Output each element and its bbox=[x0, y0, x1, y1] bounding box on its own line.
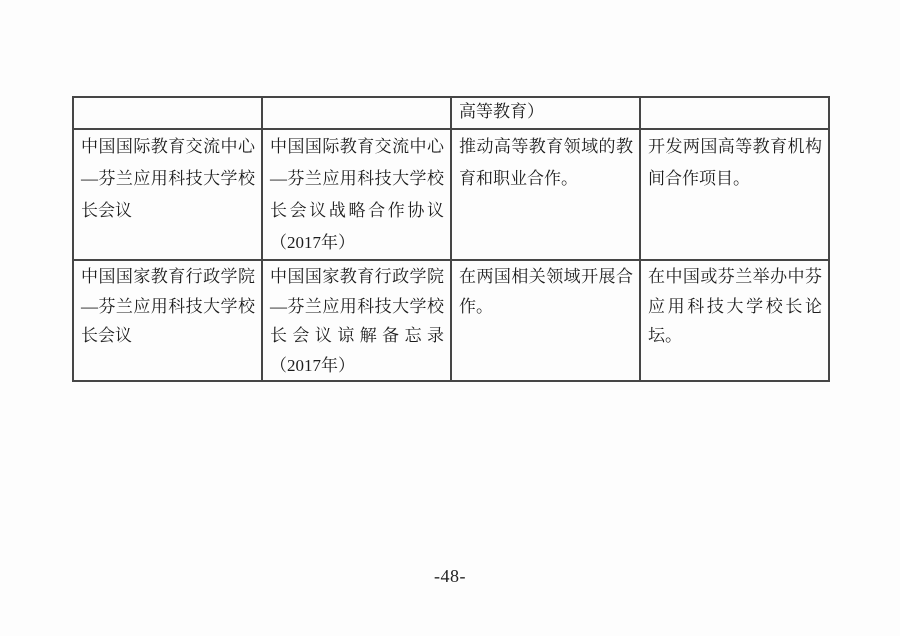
table-cell bbox=[262, 97, 451, 129]
table-cell bbox=[451, 260, 640, 381]
table-cell bbox=[451, 97, 640, 129]
cell-line: 长会议 bbox=[81, 326, 132, 345]
cell-line: 应用科技大学校长论 bbox=[648, 296, 822, 316]
cell-line: 间合作项目。 bbox=[648, 169, 750, 188]
cell-line: 长会议战略合作协议 bbox=[270, 201, 444, 220]
cell-line: 坛。 bbox=[648, 326, 682, 345]
cell-line: 育和职业合作。 bbox=[459, 169, 578, 188]
cell-line: 中国国际教育交流中心 bbox=[81, 137, 255, 156]
cell-line: 中国国家教育行政学院 bbox=[270, 267, 444, 286]
cell-line: —芬兰应用科技大学校 bbox=[81, 169, 255, 188]
cell-line: 长会议谅解备忘录 bbox=[270, 326, 444, 345]
table-cell bbox=[640, 260, 829, 381]
cell-line: 在中国或芬兰举办中芬 bbox=[648, 267, 822, 286]
table-cell bbox=[73, 260, 262, 381]
table-cell bbox=[451, 129, 640, 260]
table-cell bbox=[73, 129, 262, 260]
table-cell bbox=[640, 129, 829, 260]
cell-line: —芬兰应用科技大学校 bbox=[270, 296, 444, 316]
cell-line: 开发两国高等教育机构 bbox=[648, 137, 822, 156]
cell-line: —芬兰应用科技大学校 bbox=[270, 169, 444, 188]
cell-line: 作。 bbox=[459, 296, 493, 316]
cell-line: —芬兰应用科技大学校 bbox=[81, 296, 255, 316]
cell-line: 中国国际教育交流中心 bbox=[270, 137, 444, 156]
cell-line: 长会议 bbox=[81, 201, 132, 220]
agreements-table-body bbox=[73, 97, 829, 381]
cell-line: 中国国家教育行政学院 bbox=[81, 267, 255, 286]
table-cell bbox=[262, 129, 451, 260]
table-cell bbox=[640, 97, 829, 129]
page-number: -48- bbox=[434, 566, 466, 586]
cell-line: 在两国相关领域开展合 bbox=[459, 267, 633, 286]
cell-line: 推动高等教育领域的教 bbox=[459, 137, 633, 156]
table-cell bbox=[262, 260, 451, 381]
cell-line: （2017年） bbox=[270, 355, 355, 375]
cell-line: （2017年） bbox=[270, 233, 355, 252]
table-row bbox=[73, 129, 829, 260]
table-row bbox=[73, 260, 829, 381]
cell-line: 高等教育） bbox=[459, 102, 544, 121]
table-cell bbox=[73, 97, 262, 129]
table-row bbox=[73, 97, 829, 129]
agreements-table bbox=[72, 96, 830, 382]
